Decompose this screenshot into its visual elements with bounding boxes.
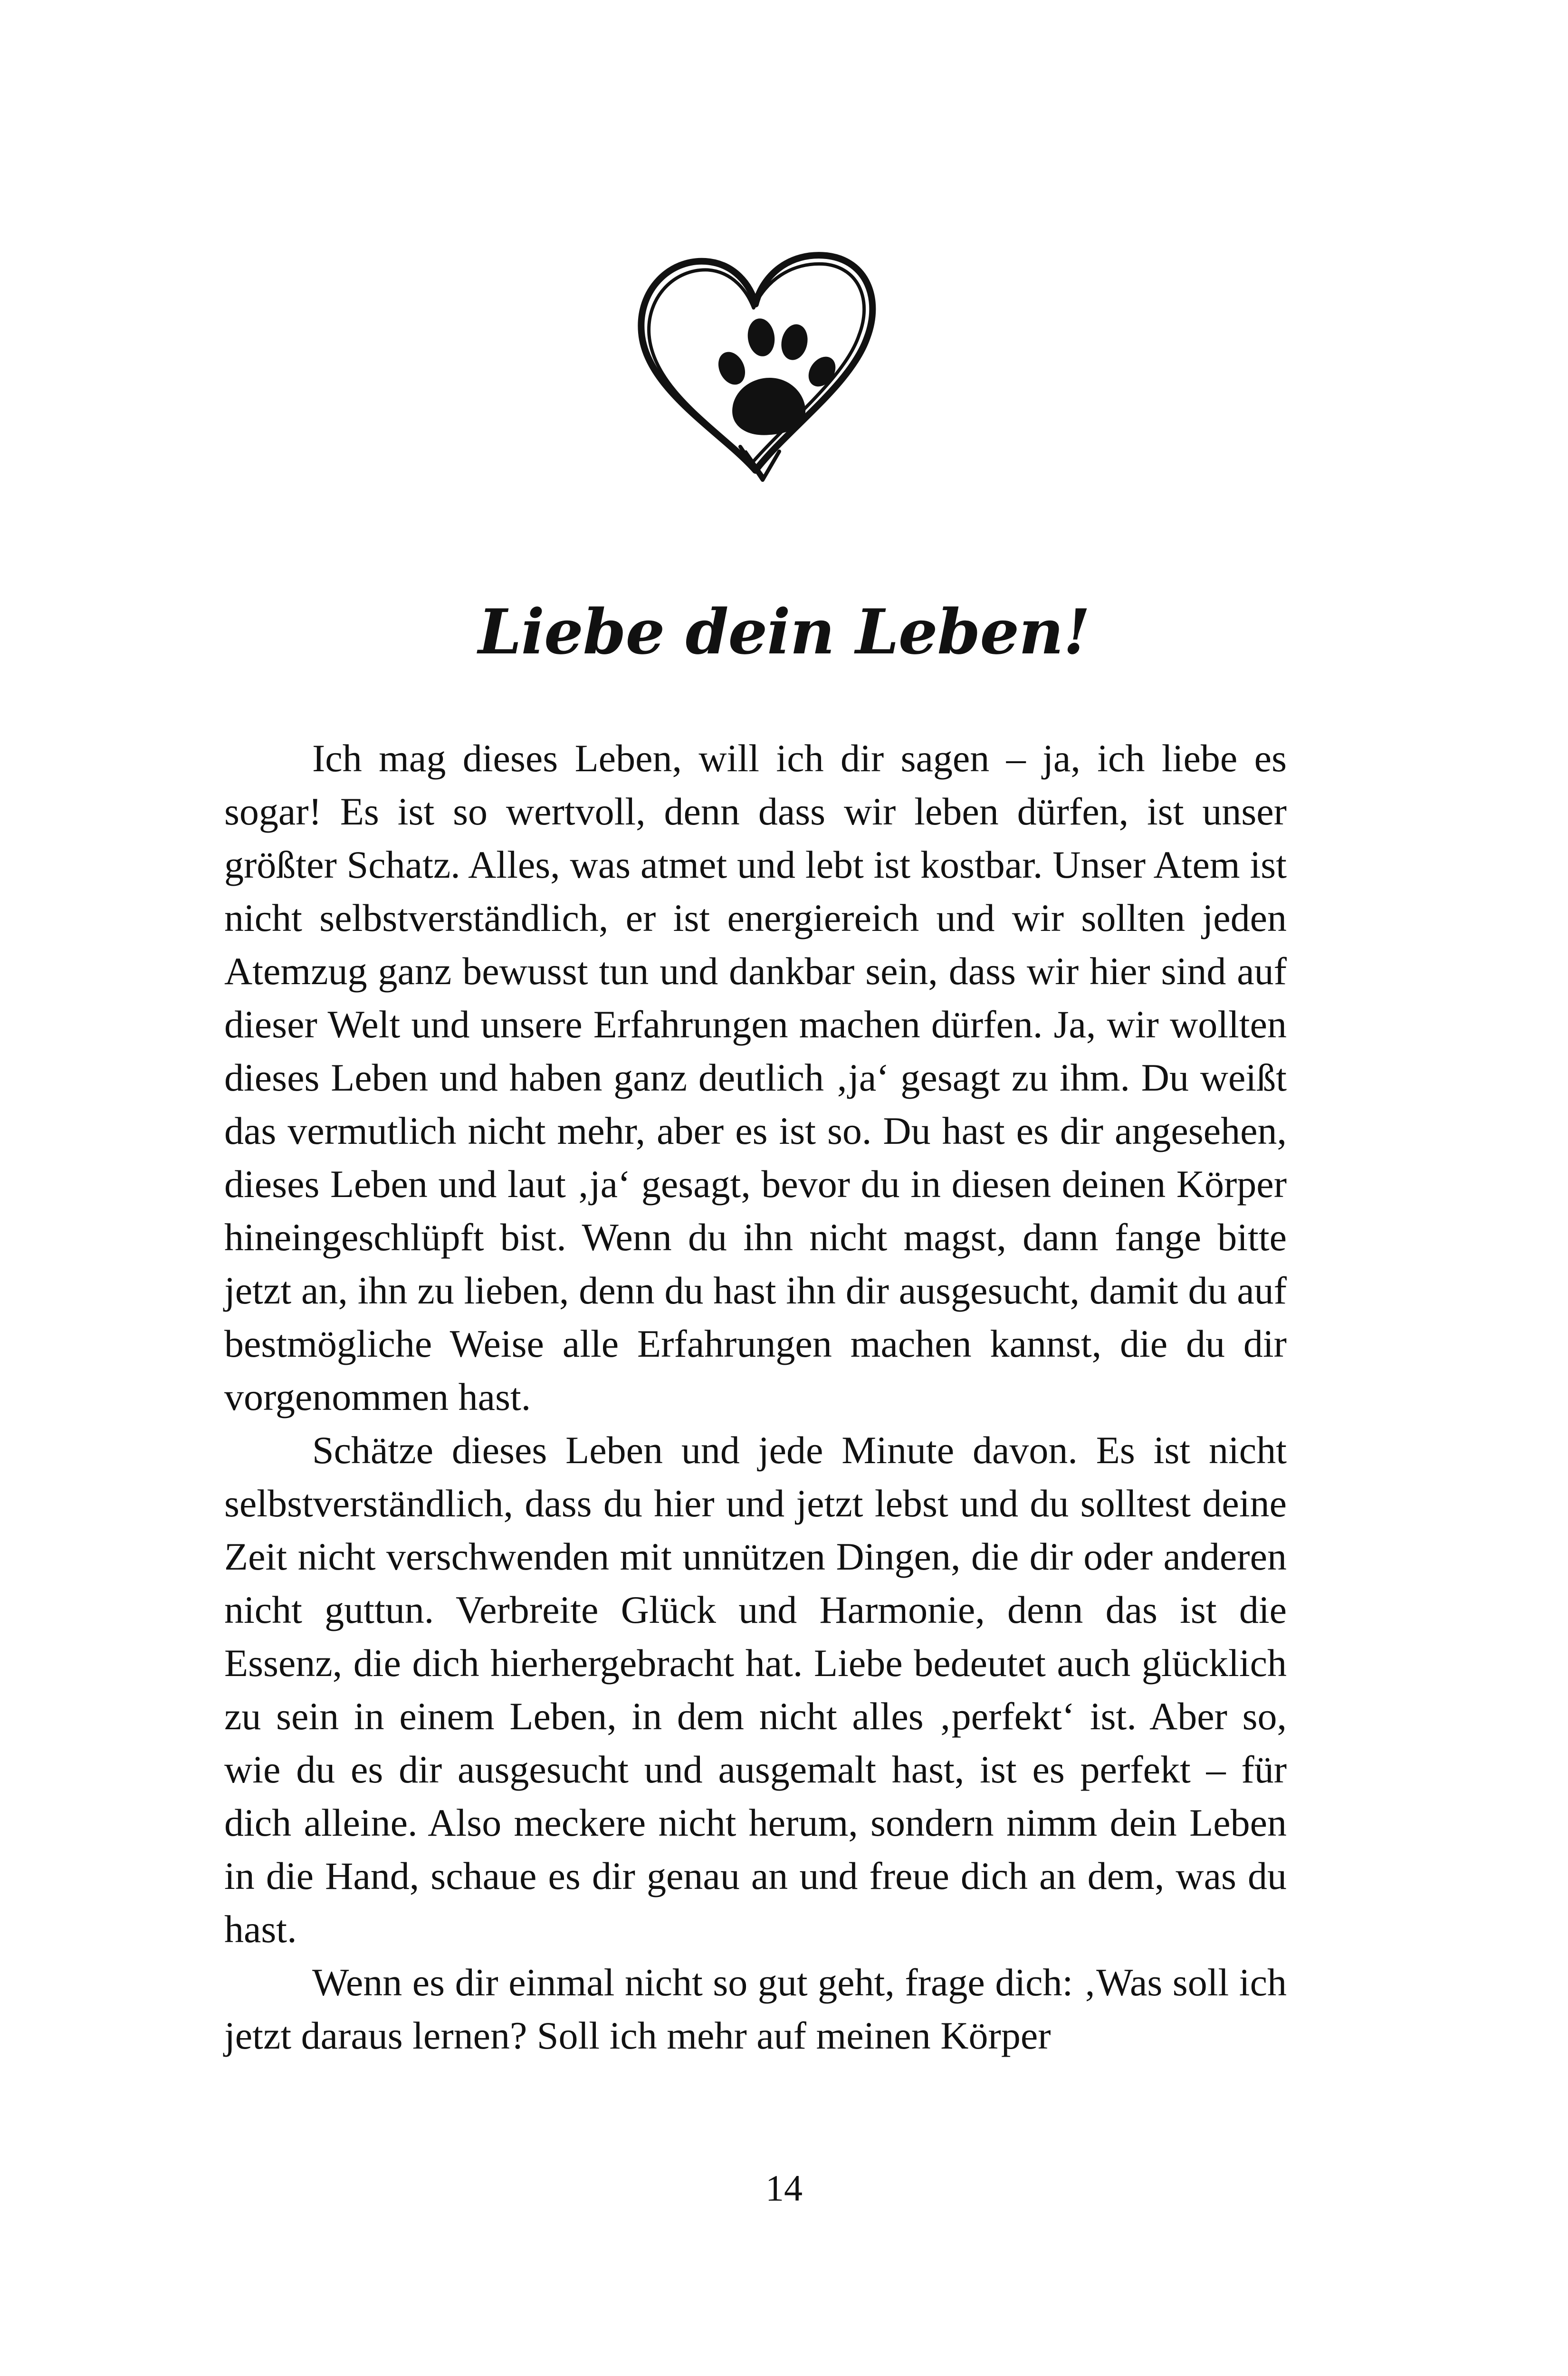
body-text xyxy=(224,732,1287,2062)
paragraph: Wenn es dir einmal nicht so gut geht, frage dich: ‚Was soll ich jetzt daraus lernen? Soll ich mehr auf meinen Körper xyxy=(224,1961,1287,2057)
paragraph: Schätze dieses Leben und jede Minute davon. Es ist nicht selbstverständlich, dass du hier und jetzt lebst und du solltest deine Zeit nicht verschwenden mit unnützen Dingen, die dir oder anderen nicht guttun. Verbreite Glück und Harmonie, denn das ist die Essenz, die dich hierhergebracht hat. Liebe bedeutet auch glücklich zu sein in einem Leben, in dem nicht alles ‚perfekt‘ ist. Aber so, wie du es dir ausgesucht und ausgemalt hast, ist es perfekt – für dich alleine. Also meckere nicht herum, sondern nimm dein Leben in die Hand, schaue es dir genau an und freue dich an dem, was du hast. xyxy=(224,1428,1287,1951)
paragraph: Ich mag dieses Leben, will ich dir sagen – ja, ich liebe es sogar! Es ist so wertvoll, denn dass wir leben dürfen, ist unser größter Schatz. Alles, was atmet und lebt ist kostbar. Unser Atem ist nicht selbstverständlich, er ist energiereich und wir sollten jeden Atemzug ganz bewusst tun und dankbar sein, dass wir hier sind auf dieser Welt und unsere Erfahrungen machen dürfen. Ja, wir wollten dieses Leben und haben ganz deutlich ‚ja‘ gesagt zu ihm. Du weißt das vermutlich nicht mehr, aber es ist so. Du hast es dir angesehen, dieses Leben und laut ‚ja‘ gesagt, bevor du in diesen deinen Körper hineingeschlüpft bist. Wenn du ihn nicht magst, dann fange bitte jetzt an, ihn zu lieben, denn du hast ihn dir ausgesucht, damit du auf bestmögliche Weise alle Erfahrungen machen kannst, die du dir vorgenommen hast. xyxy=(224,737,1287,1418)
page-number: 14 xyxy=(765,2167,803,2209)
heart-with-paw-icon xyxy=(627,247,884,485)
chapter-title: Liebe dein Leben! xyxy=(478,595,1090,668)
